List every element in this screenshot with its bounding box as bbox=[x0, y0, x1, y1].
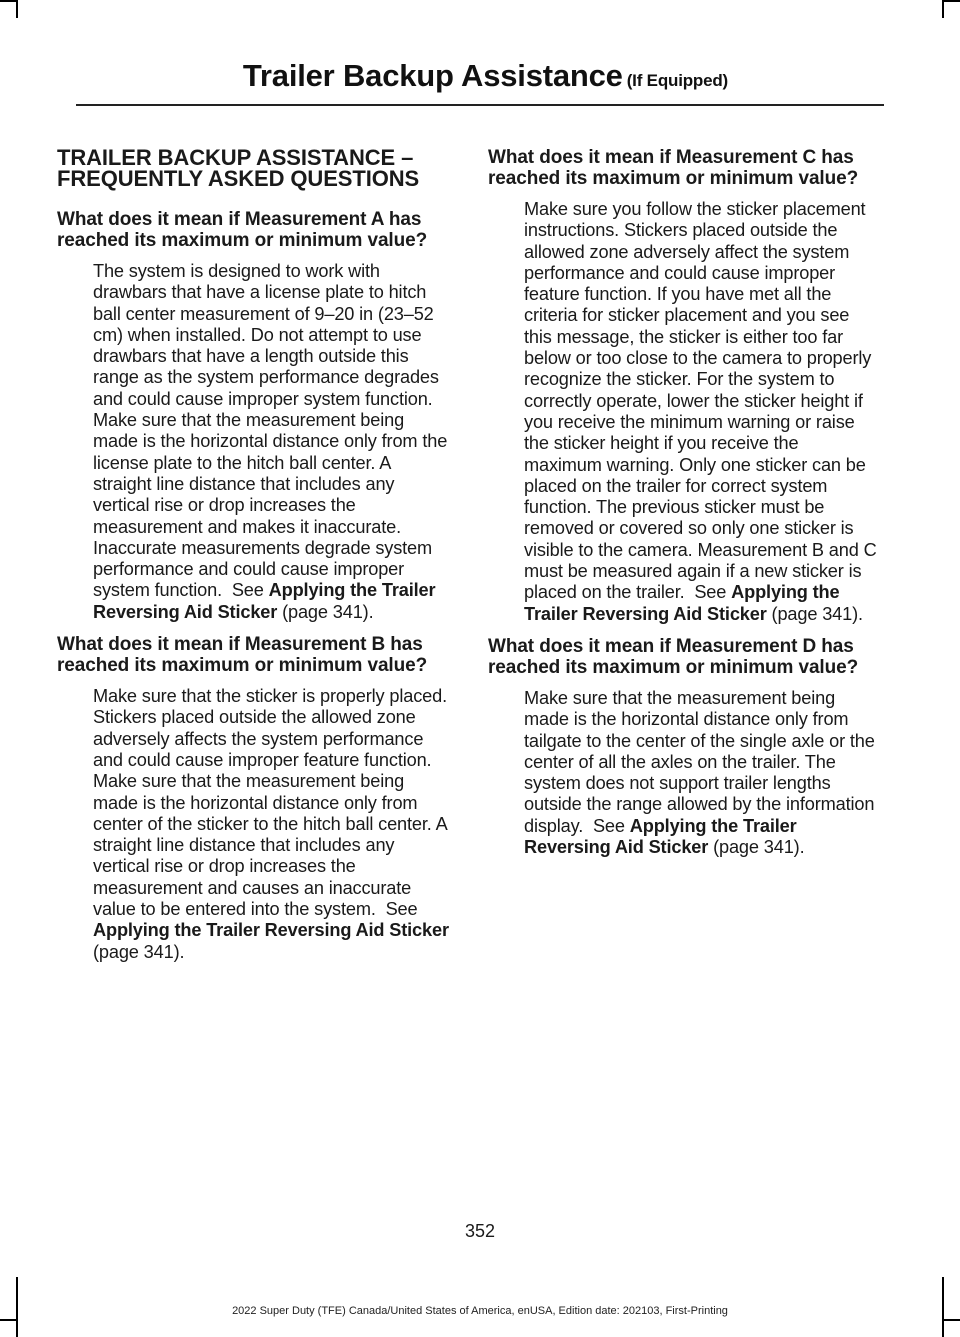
crop-mark bbox=[942, 1319, 960, 1321]
cross-reference-link[interactable]: Applying the Trailer Reversing Aid Sticker bbox=[524, 815, 797, 858]
page-number: 352 bbox=[464, 1221, 496, 1241]
faq-answer-text: Make sure that the measurement being made is the horizontal distance only from tailgate to the center of the single axle or the center of all the axles on the trailer. The system does not support trailer lengths outside the range allowed by the information display. bbox=[524, 687, 875, 836]
faq-question: What does it mean if Measurement D has reached its maximum or minimum value? bbox=[488, 635, 859, 678]
faq-answer bbox=[524, 199, 880, 625]
right-column bbox=[488, 147, 880, 869]
faq-answer bbox=[93, 261, 449, 623]
faq-answer-text: Make sure that the sticker is properly placed. Stickers placed outside the allowed zone adversely affects the system performance and could cause improper feature function. Make sure that the measurement being made is the horizontal distance only from center of the sticker to the hitch ball center. A straight line distance that includes any vertical rise or drop increases the measurement and causes an inaccurate value to be entered into the system. bbox=[93, 686, 447, 920]
page-reference: (page 341). bbox=[93, 941, 185, 962]
faq-answer bbox=[93, 686, 449, 963]
faq-question: What does it mean if Measurement B has reached its maximum or minimum value? bbox=[57, 634, 428, 677]
see-prefix: See bbox=[385, 899, 418, 920]
page-reference: (page 341). bbox=[713, 837, 805, 858]
see-prefix: See bbox=[592, 815, 625, 836]
footer-edition-info: 2022 Super Duty (TFE) Canada/United States of America, enUSA, Edition date: 202103, First-Printing bbox=[232, 1305, 728, 1317]
crop-mark bbox=[942, 0, 960, 2]
faq-answer-text: Make sure you follow the sticker placement instructions. Stickers placed outside the allowed zone adversely affect the system performance and could cause improper feature function. If you have met all the criteria for sticker placement and you see this message, the sticker is either too far below or too close to the camera to properly recognize the sticker. For the system to correctly operate, lower the sticker height if you receive the minimum warning or raise the sticker height if you receive the maximum warning. Only one sticker can be placed on the trailer for correct system function. The previous sticker must be removed or covered so only one sticker is visible to the camera. Measurement B and C must be measured again if a new sticker is placed on the trailer. bbox=[524, 199, 877, 603]
page-title-text: Trailer Backup Assistance bbox=[242, 58, 623, 93]
page-title bbox=[243, 58, 728, 94]
faq-answer-text: The system is designed to work with drawbars that have a license plate to hitch ball center measurement of 9–20 in (23–52 cm) when installed. Do not attempt to use drawbars that have a length outside this range as the system performance degrades and could cause improper system function. Make sure that the measurement being made is the horizontal distance only from the license plate to the hitch ball center. A straight line distance that includes any vertical rise or drop increases the measurement and makes it inaccurate. Inaccurate measurements degrade system performance and could cause improper system function. bbox=[93, 261, 448, 601]
cross-reference-link[interactable]: Applying the Trailer Reversing Aid Sticker bbox=[93, 920, 449, 941]
faq-question: What does it mean if Measurement A has reached its maximum or minimum value? bbox=[57, 209, 428, 251]
crop-mark bbox=[16, 0, 18, 18]
header-divider bbox=[76, 104, 884, 106]
page-reference: (page 341). bbox=[282, 601, 374, 622]
see-prefix: See bbox=[694, 582, 727, 603]
cross-reference-link[interactable]: Applying the Trailer Reversing Aid Sticker bbox=[93, 580, 436, 622]
faq-answer bbox=[524, 688, 880, 858]
cross-reference-link[interactable]: Applying the Trailer Reversing Aid Sticker bbox=[524, 582, 840, 624]
crop-mark bbox=[942, 0, 944, 18]
page-reference: (page 341). bbox=[771, 603, 863, 624]
see-prefix: See bbox=[231, 580, 264, 601]
left-column bbox=[57, 147, 449, 974]
page-title-subtitle: (If Equipped) bbox=[626, 71, 728, 90]
crop-mark bbox=[0, 1319, 18, 1321]
faq-question: What does it mean if Measurement C has reached its maximum or minimum value? bbox=[488, 147, 859, 189]
section-title: TRAILER BACKUP ASSISTANCE – FREQUENTLY ASKED QUESTIONS bbox=[57, 145, 420, 191]
